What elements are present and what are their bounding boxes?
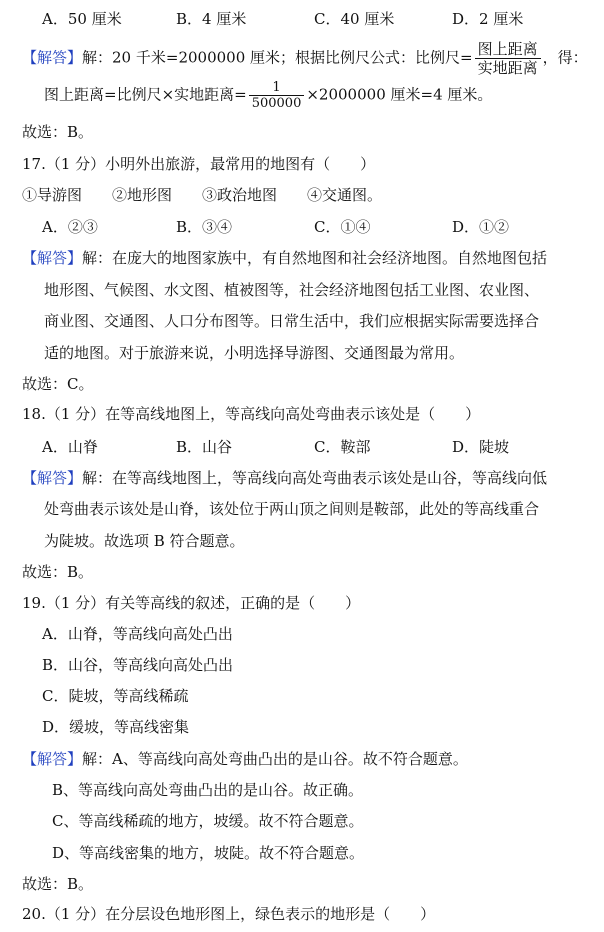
- q19-answer-text-1: 解：A、等高线向高处弯曲凸出的是山谷。故不符合题意。: [82, 750, 468, 768]
- q19-answer-line-4: D、等高线密集的地方，坡陡。故不符合题意。: [52, 844, 365, 862]
- q18-option-c: C．鞍部: [314, 438, 371, 456]
- q19-answer-line-3: C、等高线稀疏的地方，坡缓。故不符合题意。: [52, 812, 364, 830]
- q16-answer-text-1: 解：20 千米=2000000 厘米；根据比例尺公式：比例尺=: [82, 48, 473, 67]
- q17-option-d: D．①②: [452, 218, 510, 236]
- q17-answer-line-1: [22, 248, 547, 268]
- q16-answer-text-1b: ，得：: [542, 48, 588, 67]
- q16-fraction-denominator: 实地距离: [477, 59, 538, 77]
- q16-result: 故选：B。: [22, 123, 94, 141]
- q16-calc-fraction: [249, 80, 305, 111]
- q19-option-b: B．山谷，等高线向高处凸出: [42, 656, 234, 674]
- q16-option-d: D．2 厘米: [452, 10, 524, 28]
- q18-answer-tag: 【解答】: [22, 469, 83, 487]
- q16-option-b: B．4 厘米: [176, 10, 247, 28]
- q18-stem: 18.（1 分）在等高线地图上，等高线向高处弯曲表示该处是（ ）: [22, 405, 481, 423]
- q16-answer-line-1: [22, 40, 588, 77]
- q18-answer-line-2: 处弯曲表示该处是山脊，该处位于两山顶之间则是鞍部，此处的等高线重合: [44, 500, 540, 518]
- q17-items: ①导游图 ②地形图 ③政治地图 ④交通图。: [22, 186, 383, 204]
- q16-calc-numerator: 1: [249, 80, 305, 96]
- q20-stem: 20.（1 分）在分层设色地形图上，绿色表示的地形是（ ）: [22, 905, 436, 923]
- q17-option-b: B．③④: [176, 218, 233, 236]
- q19-answer-line-1: [22, 749, 468, 769]
- q18-answer-line-3: 为陡坡。故选项 B 符合题意。: [44, 532, 245, 550]
- q19-option-c: C．陡坡，等高线稀疏: [42, 687, 189, 705]
- q19-answer-tag: 【解答】: [22, 750, 83, 768]
- q17-answer-line-4: 适的地图。对于旅游来说，小明选择导游图、交通图最为常用。: [44, 344, 465, 362]
- q17-answer-line-3: 商业图、交通图、人口分布图等。日常生活中，我们应根据实际需要选择合: [44, 312, 540, 330]
- q19-option-d: D．缓坡，等高线密集: [42, 718, 190, 736]
- q18-result: 故选：B。: [22, 563, 94, 581]
- q16-answer-text-2b: ×2000000 厘米=4 厘米。: [306, 85, 493, 104]
- q16-calc-denominator: 500000: [251, 96, 302, 111]
- q18-answer-text-1: 解：在等高线地图上，等高线向高处弯曲表示该处是山谷，等高线向低: [82, 469, 548, 487]
- q18-option-b: B．山谷: [176, 438, 233, 456]
- q17-answer-line-2: 地形图、气候图、水文图、植被图等，社会经济地图包括工业图、农业图、: [44, 281, 540, 299]
- q18-option-a: A．山脊: [42, 438, 98, 456]
- q17-stem: 17.（1 分）小明外出旅游，最常用的地图有（ ）: [22, 155, 376, 173]
- q16-option-a: A．50 厘米: [42, 10, 122, 28]
- q19-stem: 19.（1 分）有关等高线的叙述，正确的是（ ）: [22, 594, 361, 612]
- q18-option-d: D．陡坡: [452, 438, 510, 456]
- q17-option-c: C．①④: [314, 218, 371, 236]
- q17-option-a: A．②③: [42, 218, 98, 236]
- q16-answer-line-2: [44, 80, 492, 111]
- q16-option-c: C．40 厘米: [314, 10, 395, 28]
- q16-answer-tag: 【解答】: [22, 48, 83, 67]
- q17-answer-tag: 【解答】: [22, 249, 83, 267]
- q18-answer-line-1: [22, 468, 547, 488]
- q17-result: 故选：C。: [22, 375, 94, 393]
- q19-option-a: A．山脊，等高线向高处凸出: [42, 625, 233, 643]
- q16-scale-fraction: [475, 40, 541, 77]
- q19-result: 故选：B。: [22, 875, 94, 893]
- q16-answer-text-2: 图上距离=比例尺×实地距离=: [44, 85, 247, 104]
- q17-answer-text-1: 解：在庞大的地图家族中，有自然地图和社会经济地图。自然地图包括: [82, 249, 548, 267]
- q16-fraction-numerator: 图上距离: [475, 40, 541, 59]
- q19-answer-line-2: B、等高线向高处弯曲凸出的是山谷。故正确。: [52, 781, 364, 799]
